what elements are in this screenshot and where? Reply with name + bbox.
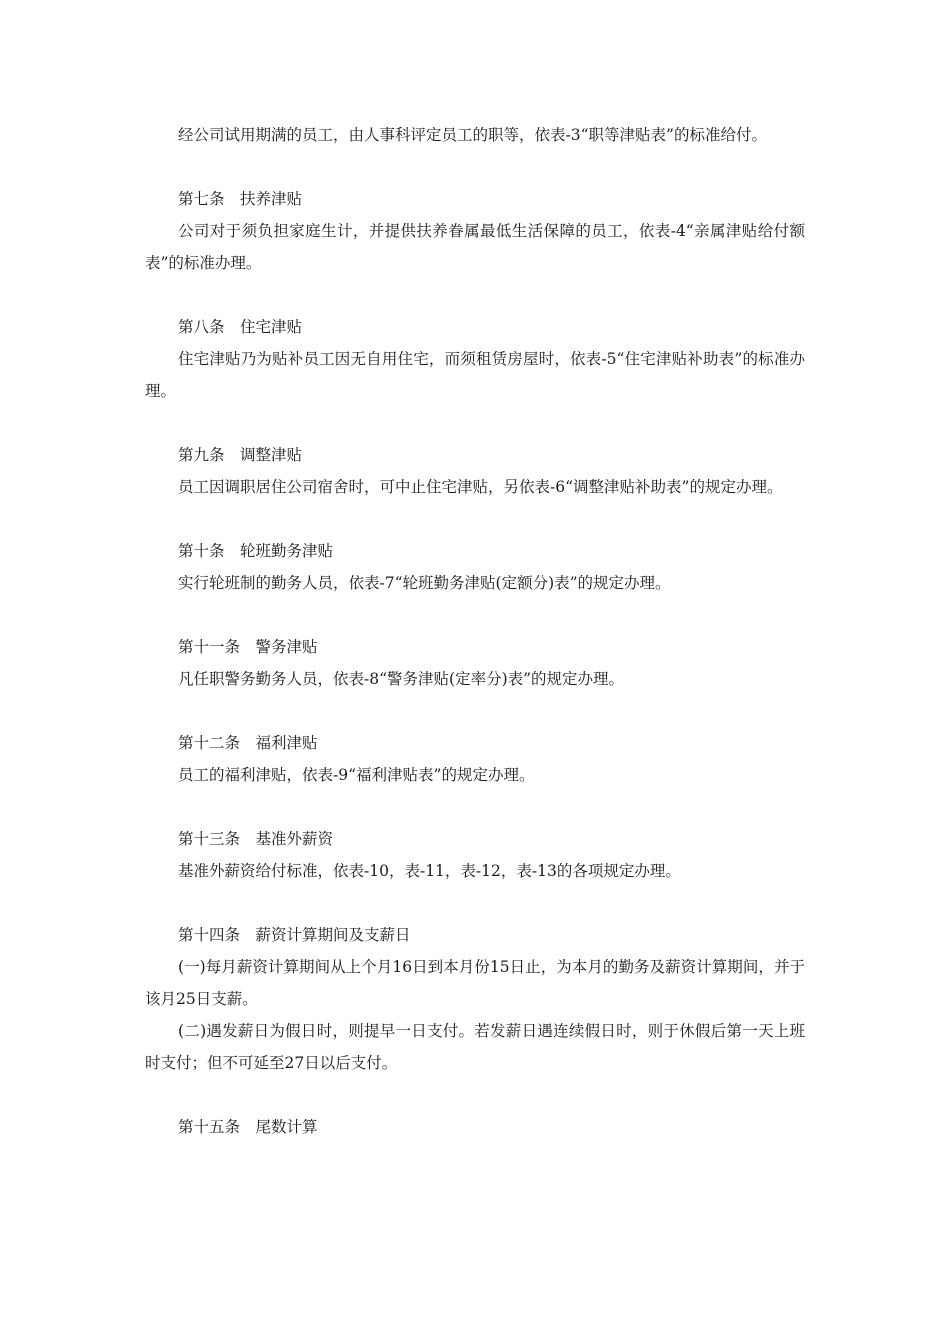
article-9-heading: 第九条 调整津贴 [178, 446, 303, 464]
article-9-paragraph: 员工因调职居住公司宿舍时，可中止住宅津贴，另依表-6“调整津贴补助表”的规定办理。 [178, 478, 783, 496]
article-10-paragraph: 实行轮班制的勤务人员，依表-7“轮班勤务津贴(定额分)表”的规定办理。 [178, 574, 671, 592]
spacer [145, 887, 805, 919]
article-12-paragraph: 员工的福利津贴，依表-9“福利津贴表”的规定办理。 [178, 766, 535, 784]
article-15-heading: 第十五条 尾数计算 [178, 1118, 318, 1136]
paragraph-allowance-grade: 经公司试用期满的员工，由人事科评定员工的职等，依表-3“职等津贴表”的标准给付。 [178, 126, 767, 144]
spacer [145, 599, 805, 631]
spacer [145, 503, 805, 535]
document-body [145, 119, 805, 1143]
article-13-heading: 第十三条 基准外薪资 [178, 830, 334, 848]
article-11-paragraph: 凡任职警务勤务人员，依表-8“警务津贴(定率分)表”的规定办理。 [178, 670, 625, 688]
article-11-heading: 第十一条 警务津贴 [178, 638, 318, 656]
spacer [145, 1079, 805, 1111]
article-14-item-2: (二)遇发薪日为假日时，则提早一日支付。若发薪日遇连续假日时，则于休假后第一天上班时支付；但不可延至27日以后支付。 [145, 1022, 805, 1072]
spacer [145, 151, 805, 183]
spacer [145, 695, 805, 727]
article-7-paragraph: 公司对于须负担家庭生计，并提供扶养眷属最低生活保障的员工，依表-4“亲属津贴给付额表”的标准办理。 [145, 222, 805, 272]
article-14-item-1: (一)每月薪资计算期间从上个月16日到本月份15日止，为本月的勤务及薪资计算期间，并于该月25日支薪。 [145, 958, 805, 1008]
spacer [145, 407, 805, 439]
spacer [145, 279, 805, 311]
article-10-heading: 第十条 轮班勤务津贴 [178, 542, 334, 560]
article-8-paragraph: 住宅津贴乃为贴补员工因无自用住宅，而须租赁房屋时，依表-5“住宅津贴补助表”的标准办理。 [145, 350, 805, 400]
article-7-heading: 第七条 扶养津贴 [178, 190, 303, 208]
article-12-heading: 第十二条 福利津贴 [178, 734, 318, 752]
article-13-paragraph: 基准外薪资给付标准，依表-10，表-11，表-12，表-13的各项规定办理。 [178, 862, 681, 880]
spacer [145, 791, 805, 823]
article-14-heading: 第十四条 薪资计算期间及支薪日 [178, 926, 411, 944]
article-8-heading: 第八条 住宅津贴 [178, 318, 303, 336]
